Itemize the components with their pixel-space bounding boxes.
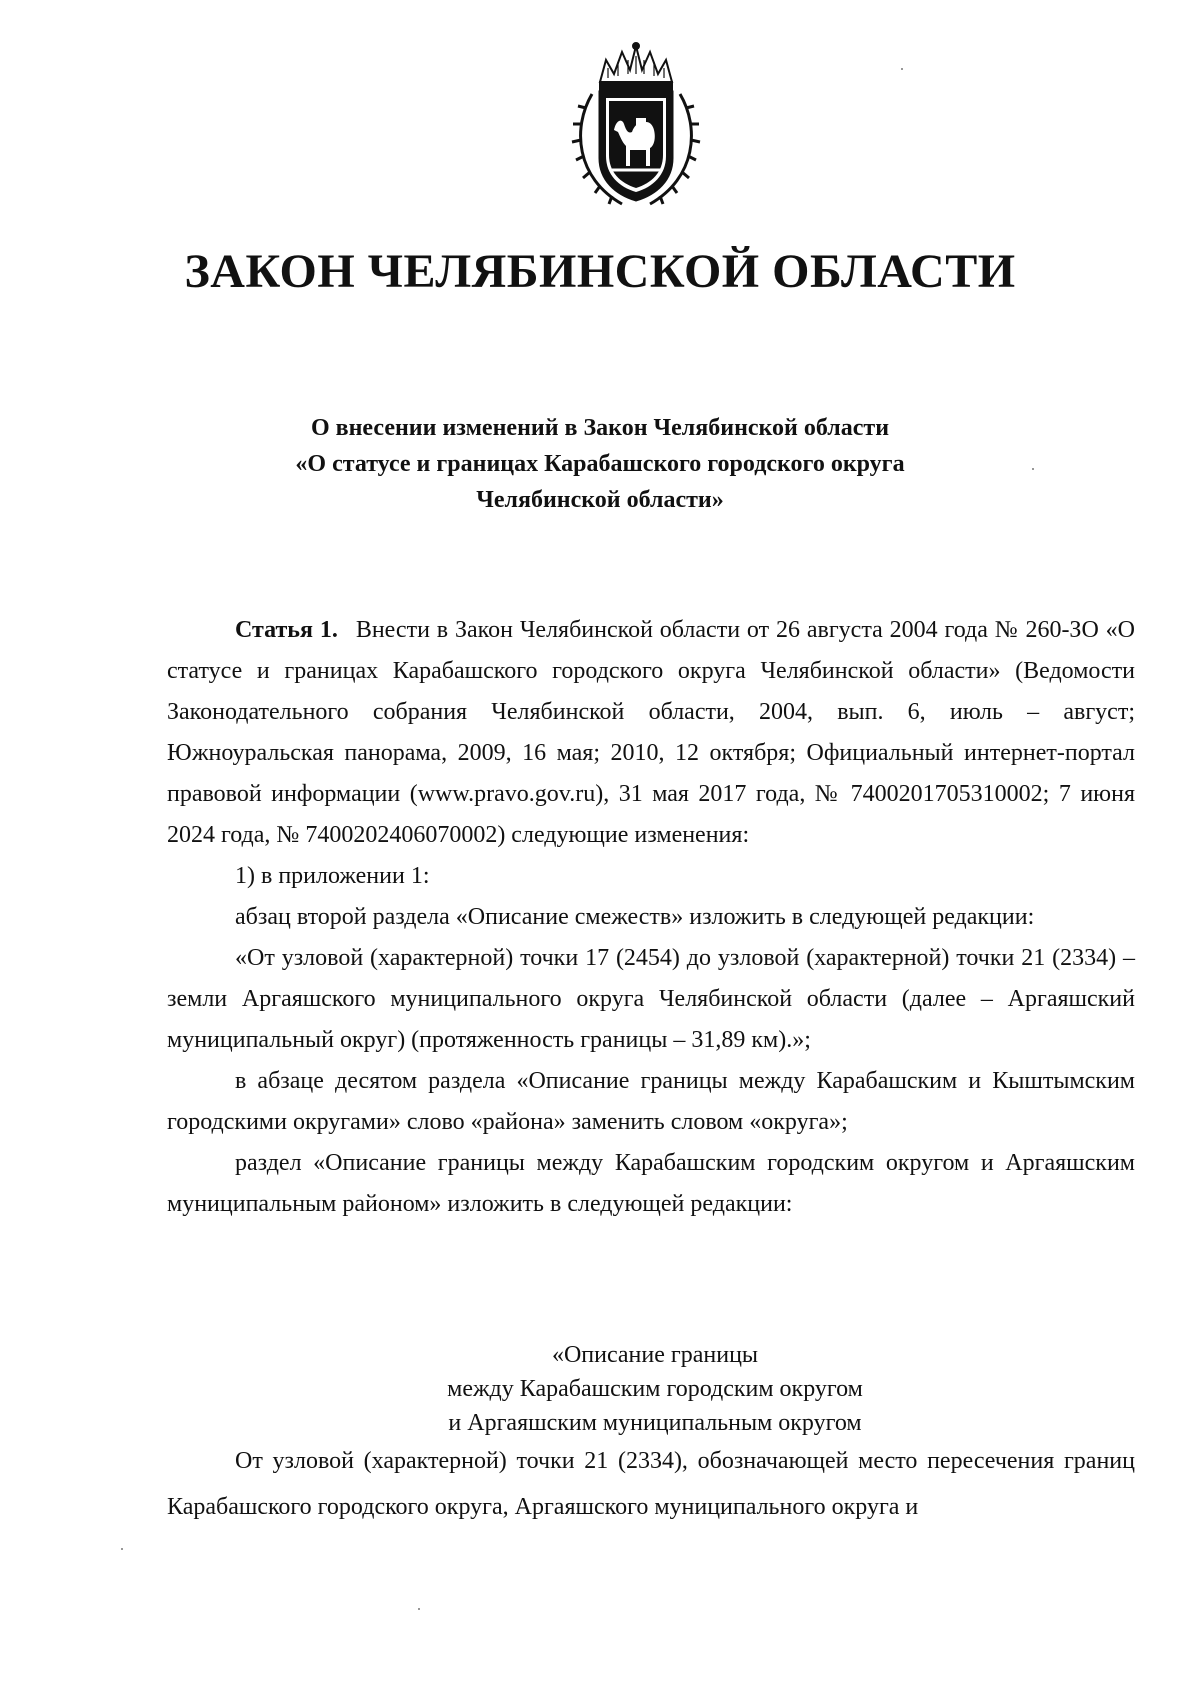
document-title: ЗАКОН ЧЕЛЯБИНСКОЙ ОБЛАСТИ — [184, 245, 1016, 298]
section-heading-line: между Карабашским городским округом — [447, 1376, 863, 1402]
subtitle-line: Челябинской области» — [476, 487, 724, 513]
paragraph: абзац второй раздела «Описание смежеств» изложить в следующей редакции: — [235, 904, 1035, 930]
article-1-intro — [167, 610, 1135, 856]
scan-speck — [901, 68, 903, 70]
article-1 — [167, 610, 1135, 1225]
coat-of-arms-emblem — [566, 38, 706, 210]
scan-speck — [418, 1608, 420, 1610]
paragraph: «От узловой (характерной) точки 17 (2454) до узловой (характерной) точки 21 (2334) – земли Аргаяшского муниципального округа Челябинской области (далее – Аргаяшский муниципальный округ) (протяженность границы – 31,89 км).»; — [167, 945, 1135, 1053]
paragraph: в абзаце десятом раздела «Описание границы между Карабашским и Кыштымским городскими округами» слово «района» заменить словом «округа»; — [167, 1068, 1135, 1135]
law-subtitle — [0, 410, 1200, 518]
subtitle-line: «О статусе и границах Карабашского городского округа — [295, 451, 905, 477]
section-heading-line: «Описание границы — [551, 1342, 759, 1368]
paragraph: раздел «Описание границы между Карабашским городским округом и Аргаяшским муниципальным районом» изложить в следующей редакции: — [167, 1150, 1135, 1217]
section-body — [167, 1438, 1135, 1530]
paragraph: От узловой (характерной) точки 21 (2334), обозначающей место пересечения границ Карабашского городского округа, Аргаяшского муниципального округа и — [167, 1448, 1135, 1520]
article-label: Статья 1. — [235, 617, 338, 643]
chelyabinsk-coat-of-arms-icon — [572, 43, 700, 204]
subtitle-line: О внесении изменений в Закон Челябинской области — [310, 415, 890, 441]
scan-speck — [121, 1548, 123, 1550]
list-item: 1) в приложении 1: — [235, 863, 430, 889]
article-1-intro-text: Внести в Закон Челябинской области от 26 августа 2004 года № 260-ЗО «О статусе и границах Карабашского городского округа Челябинской области» (Ведомости Законодательного собрания Челябинской области, 2004, вып. 6, июль – август; Южноуральская панорама, 2009, 16 мая; 2010, 12 октября; Официальный интернет-портал правовой информации (www.pravo.gov.ru), 31 мая 2017 года, № 7400201705310002; 7 июня 2024 года, № 7400202406070002) следующие изменения: — [167, 617, 1135, 848]
section-heading-line: и Аргаяшским муниципальным округом — [448, 1410, 862, 1436]
section-heading — [0, 1338, 1200, 1440]
scan-speck — [1032, 468, 1034, 470]
